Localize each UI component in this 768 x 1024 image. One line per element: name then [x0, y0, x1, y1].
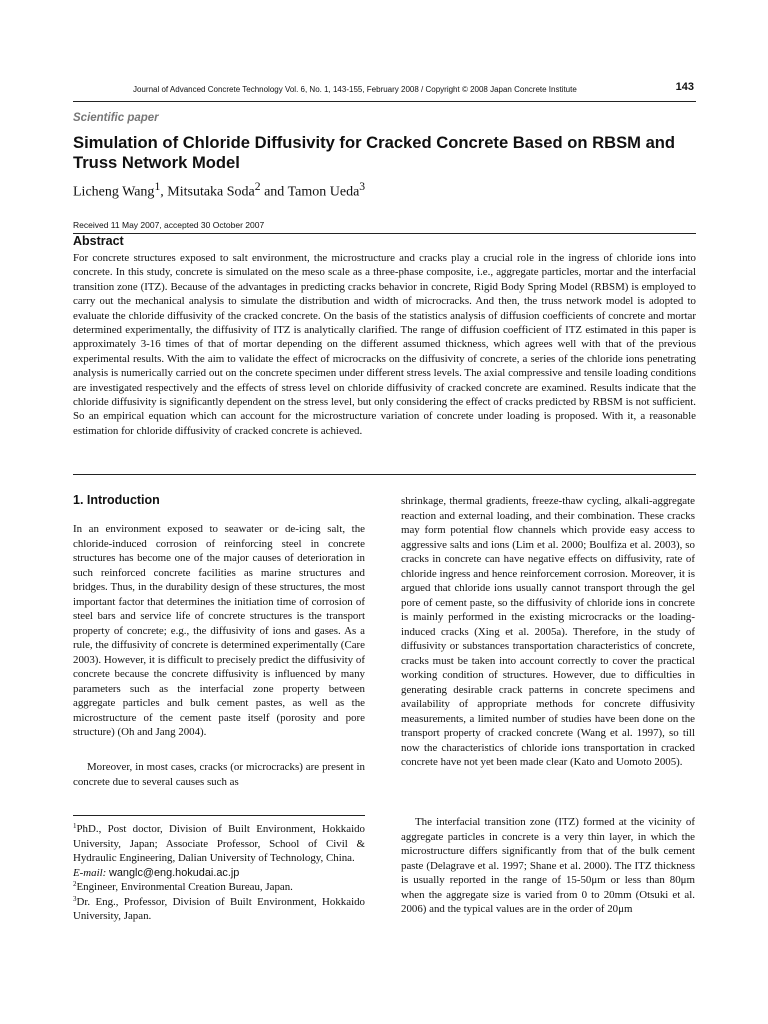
abstract-text: For concrete structures exposed to salt environment, the microstructure and cracks play a crucial role in the ingress of chloride ions into concrete. In this study, concrete is simulated on the meso scale as a three-phase composite, i.e., aggregate particles, mortar and the interfacial transition zone (ITZ). Because of the advantages in predicting cracks behavior in concrete, Rigid Body Spring Model (RBSM) is employed to carry out the mechanical analysis to simulate the distribution and width of microcracks. And then, the truss network model is adopted to evaluate the chloride diffusivity of the cracked concrete. On the basis of the statistics analysis of diffusion coefficients of concrete and mortar determined experimentally, the diffusivity of ITZ is analytically clarified. The range of diffusion coefficient of ITZ estimated in this paper is approximately 3-16 times of that of mortar depending on the different assumed thickness, which agrees well with that of the previous experimental results. With the aim to validate the effect of microcracks on the diffusivity of concrete, a series of the chloride ions penetrating analysis is numerically carried out on the concrete specimen under different stress levels. The axial compressive and tensile loading conditions are investigated respectively and the effects of stress level on chloride diffusivity of cracked concrete are examined. Results indicate that the chloride diffusivity is significantly dependent on the stress level, but only considering the effect of cracks predicted by RBSM is not sufficient. So an empirical equation which can account for the microstructure variation of concrete under loading is proposed. With it, a reasonable estimation for chloride diffusivity of cracked concrete is achieved.	[73, 252, 696, 437]
paper-title: Simulation of Chloride Diffusivity for Cracked Concrete Based on RBSM and Truss Network Model	[73, 133, 676, 172]
received-dates: Received 11 May 2007, accepted 30 October 2007	[73, 219, 696, 234]
footnote-3	[73, 895, 365, 924]
footnote-divider	[73, 815, 365, 816]
body-paragraph: shrinkage, thermal gradients, freeze-thaw cycling, alkali-aggregate reaction and external loading, and their combination. These cracks may form potential flow channels which provide easy access to aggressive salts and ions (Lim et al. 2000; Boulfiza et al. 2003), so cracks in concrete can have negative effects on diffusivity, rate of chloride ingress and hence reinforcement corrosion. Moreover, it is argued that chloride ions usually cannot transport through the gel pore of cement paste, so the diffusivity of chloride ions in concrete is mainly performed in the existing microcracks or the loading-induced cracks (Xing et al. 2005a). Therefore, in the study of diffusivity or substances transportation characteristics of concrete, cracks must be taken into account correctly to cover the practical working condition of structures. However, due to difficulties in generating desirable crack patterns in concrete specimens and availability of appropriate methods for concrete diffusivity measurements, a limited number of studies have been done on the transport property of cracked concrete (Wang et al. 1997), so till now the characteristics of chloride ions transportation in cracked concrete have not yet been made clear (Kato and Uomoto 2005).	[401, 495, 695, 768]
journal-citation: Journal of Advanced Concrete Technology Vol. 6, No. 1, 143-155, February 2008 / Copyright © 2008 Japan Concrete Institute	[133, 85, 577, 94]
footnote-2	[73, 880, 365, 895]
footnote-mark: 3	[73, 894, 77, 903]
body-paragraph: The interfacial transition zone (ITZ) formed at the vicinity of aggregate particles in concrete is a very thin layer, in which the microstructure differs significantly from that of the bulk cement paste (Delagrave et al. 1997; Shane et al. 2000). The ITZ thickness is usually reported in the range of 15-50μm or less than 80μm when the aggregate size is varied from 0 to 20mm (Otsuki et al. 2006) and the typical values are in the order of 20μm	[401, 816, 695, 915]
body-paragraph: In an environment exposed to seawater or de-icing salt, the chloride-induced corrosion of reinforcing steel in concrete structures has become one of the major causes of deterioration in such reinforced concrete facilities as marine structures and bridges. Thus, in the durability design of these structures, the most important factor that determines the initiation time of corrosion of steel bars and service life of concrete structures is the transport property of concrete; e.g., the diffusivity of ions and gases. As a rule, the diffusivity of concrete is determined experimentally (Care 2003). However, it is difficult to precisely predict the diffusivity of concrete because the concrete diffusivity is influenced by many parameters such as the interfacial zone property between aggregate particles and bulk cement pastes, as well as the microstructure of the cement paste itself (porosity and pore structure) (Oh and Jang 2004).	[73, 523, 365, 738]
author-name: Licheng Wang	[73, 184, 155, 200]
email-label: E-mail:	[73, 866, 107, 879]
author-affiliation-mark: 2	[254, 180, 261, 193]
author-affiliation-mark: 3	[359, 180, 366, 193]
article-type: Scientific paper	[73, 112, 159, 124]
footnote-text: Dr. Eng., Professor, Division of Built Environment, Hokkaido University, Japan.	[73, 895, 365, 922]
abstract-heading: Abstract	[73, 234, 124, 248]
abstract-divider	[73, 474, 696, 475]
author-list	[73, 178, 365, 202]
footnote-text: Engineer, Environmental Creation Bureau, Japan.	[76, 881, 293, 893]
page-number: 143	[675, 81, 694, 93]
author-separator: and	[260, 184, 288, 200]
author-separator: ,	[160, 184, 168, 200]
body-paragraph: Moreover, in most cases, cracks (or microcracks) are present in concrete due to several causes such as	[73, 761, 365, 788]
author-name: Tamon Ueda	[287, 184, 360, 200]
footnote-mark: 2	[73, 880, 77, 888]
footnote-email	[73, 866, 365, 881]
footnote-1	[73, 822, 365, 866]
author-name: Mitsutaka Soda	[167, 184, 255, 200]
footnote-text: PhD., Post doctor, Division of Built Environment, Hokkaido University, Japan; Associate Professor, School of Civil & Hydraulic Engineering, Dalian University of Technology, China.	[73, 823, 365, 864]
author-affiliation-mark: 1	[154, 180, 161, 193]
email-address: wanglc@eng.hokudai.ac.jp	[109, 866, 240, 879]
author-footnotes	[73, 822, 365, 924]
running-header	[73, 83, 696, 102]
footnote-mark: 1	[73, 822, 77, 830]
section-heading-introduction: 1. Introduction	[73, 493, 160, 507]
